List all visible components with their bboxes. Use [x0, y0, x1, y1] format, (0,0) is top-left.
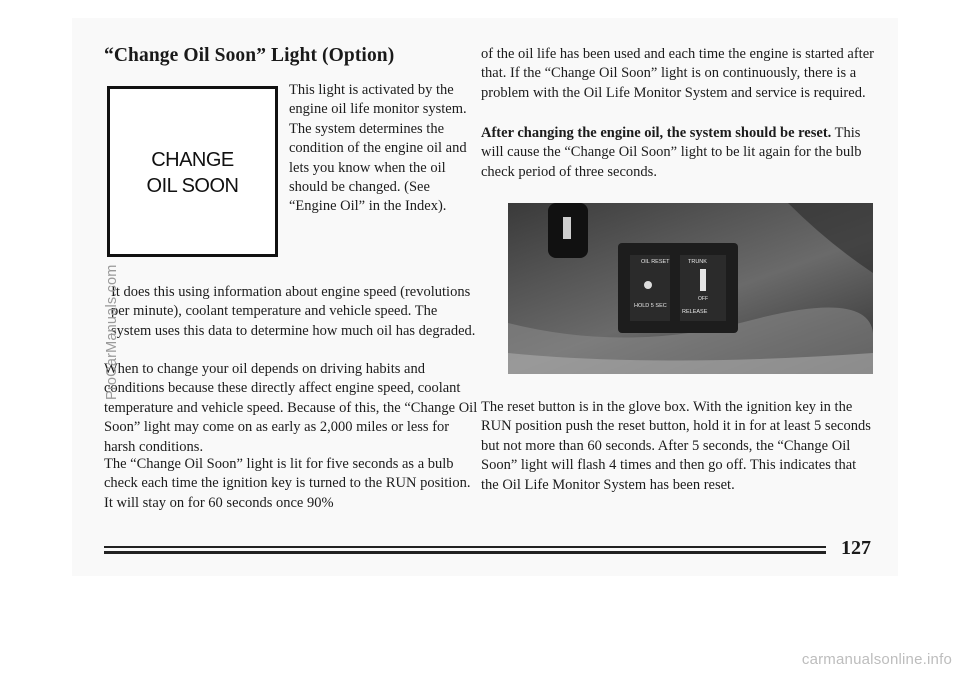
glove-box-photo [508, 203, 873, 374]
hold-label: HOLD 5 SEC [634, 303, 667, 309]
light-legend-line2: OIL SOON [146, 175, 239, 197]
reset-instruction-bold: After changing the engine oil, the system should be reset. [481, 125, 832, 141]
light-legend [110, 147, 275, 199]
off-label: OFF [698, 296, 708, 302]
reset-procedure-paragraph: The reset button is in the glove box. With the ignition key in the RUN position push the reset button, hold it in for at least 5 seconds but not more than 60 seconds. After 5 seconds, the “Change Oil Soon” light will flash 4 times and then go off. This indicates that the Oil Life Monitor System has been reset. [481, 399, 871, 493]
oil-life-continued-paragraph: of the oil life has been used and each time the engine is started after that. If the “Change Oil Soon” light is on continuously, there is a problem with the Oil Life Monitor System and service is required. [481, 46, 874, 101]
glove-box-photo-drawing [508, 203, 873, 374]
release-label: RELEASE [682, 309, 708, 315]
section-heading: “Change Oil Soon” Light (Option) [104, 45, 395, 66]
page-number: 127 [841, 537, 871, 559]
footer-rule-thick [104, 551, 826, 554]
engine-data-paragraph: It does this using information about engine speed (revolutions per minute), coolant temperature and vehicle speed. The system uses this data to determine how much oil has degraded. [111, 284, 476, 339]
footer-rule-thin [104, 546, 826, 548]
watermark-left: ProCarManuals.com [104, 264, 120, 400]
when-to-change-paragraph: When to change your oil depends on driving habits and conditions because these directly affect engine speed, coolant temperature and vehicle speed. Because of this, the “Change Oil Soon” light may come on as early as 2,000 miles or less for harsh conditions. [104, 361, 478, 455]
light-legend-line1: CHANGE [151, 149, 234, 171]
trunk-label: TRUNK [688, 259, 707, 265]
reset-instruction-rest: This will cause the “Change Oil Soon” light to be lit again for the bulb check period of three seconds. [481, 125, 862, 180]
change-oil-soon-light-illustration [107, 86, 278, 257]
intro-paragraph: This light is activated by the engine oil life monitor system. The system determines the condition of the engine oil and lets you know when the oil should be changed. (See “Engine Oil” in the Index). [289, 82, 467, 215]
bulb-check-paragraph: The “Change Oil Soon” light is lit for five seconds as a bulb check each time the ignition key is turned to the RUN position. It will stay on for 60 seconds once 90% [104, 456, 471, 511]
watermark-bottom: carmanualsonline.info [801, 651, 952, 668]
oil-reset-label: OIL RESET [641, 259, 670, 265]
reset-instruction-paragraph [481, 124, 876, 182]
